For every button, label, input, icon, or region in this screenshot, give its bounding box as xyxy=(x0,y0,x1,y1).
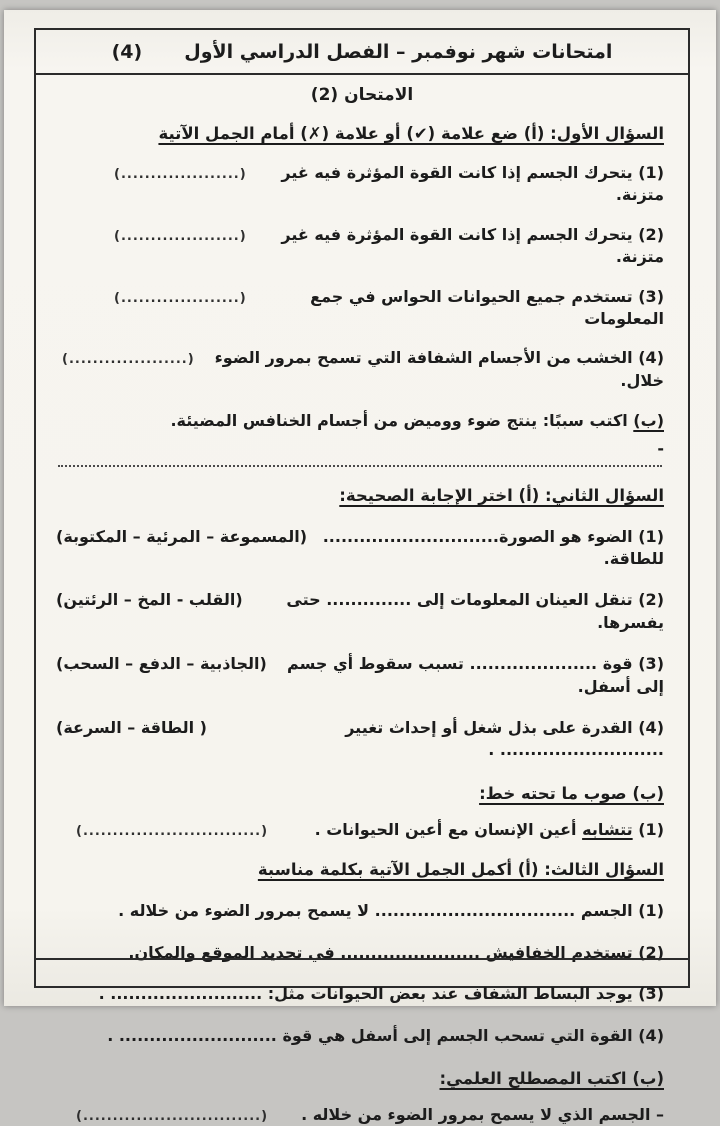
q2-item-4-options: ( الطاقة – السرعة) xyxy=(56,718,207,738)
q1-item-3-answer-blank: (....................) xyxy=(114,290,247,306)
q1-item-2-answer-blank: (....................) xyxy=(114,228,247,244)
exam-body xyxy=(36,122,688,1126)
q3-part-b-dash: – xyxy=(656,1105,664,1125)
q2-item-4-text: (4) القدرة على بذل شغل أو إحداث تغيير ........................... . xyxy=(345,718,664,760)
q1-item-2 xyxy=(56,224,664,269)
q2-item-2-text: (2) تنقل العينان المعلومات إلى .............. حتى يفسرها. xyxy=(286,590,664,632)
q1-item-3-text: (3) تستخدم جميع الحيوانات الحواس في جمع المعلومات xyxy=(310,286,664,329)
q2-part-b-item-rest: أعين الإنسان مع أعين الحيوانات . xyxy=(314,819,583,839)
q1-item-3 xyxy=(56,286,664,331)
q2-part-b-item-text xyxy=(315,819,664,841)
q2-header xyxy=(56,484,664,507)
q1-item-1-text: (1) يتحرك الجسم إذا كانت القوة المؤثرة فيه غير متزنة. xyxy=(281,163,664,205)
q2-part-b-header-text: (ب) صوب ما تحته خط: xyxy=(479,783,664,803)
q2-header-text: السؤال الثاني: (أ) اختر الإجابة الصحيحة: xyxy=(339,485,664,505)
q1-item-2-text: (2) يتحرك الجسم إذا كانت القوة المؤثرة فيه غير متزنة. xyxy=(281,224,664,267)
page-border-frame xyxy=(34,28,690,1125)
q2-item-4 xyxy=(56,717,664,762)
q1-header-text: السؤال الأول: (أ) ضع علامة (✔) أو علامة (✗) أمام الجمل الآتية xyxy=(158,124,664,143)
q2-item-3 xyxy=(56,653,664,698)
q3-part-b-header-text: (ب) اكتب المصطلح العلمي: xyxy=(439,1068,664,1088)
q2-item-1-options: (المسموعة – المرئية – المكتوبة) xyxy=(56,526,308,546)
footer-rule xyxy=(35,958,689,960)
q3-part-b-item xyxy=(56,1104,664,1126)
q1-header xyxy=(56,122,664,145)
q3-item-1: (1) الجسم ................................. لا يسمح بمرور الضوء من خلاله . xyxy=(118,901,664,921)
q3-part-b-header xyxy=(56,1067,664,1090)
q3-part-b-answer-blank: (..............................) xyxy=(76,1109,269,1125)
q1-part-b-label: (ب) xyxy=(633,411,664,431)
q3-item-2: (2) تستخدم الخفافيش ....................... في تحديد الموقع والمكان. xyxy=(128,942,664,962)
q3-part-b-text: الجسم الذي لا يسمح بمرور الضوء من خلاله . xyxy=(301,1105,651,1125)
q2-part-b-header xyxy=(56,782,664,805)
q2-item-1 xyxy=(56,526,664,571)
q1-item-4-text: (4) الخشب من الأجسام الشفافة التي تسمح بمرور الضوء خلال. xyxy=(214,348,664,390)
q1-item-4-answer-blank: (....................) xyxy=(62,352,195,368)
q2-part-b-item xyxy=(56,819,664,841)
q3-part-b-item-text xyxy=(301,1104,664,1126)
q2-part-b-underlined-word: تتشابه xyxy=(582,819,633,839)
q2-item-1-text: (1) الضوء هو الصورة............................. للطاقة. xyxy=(322,526,664,569)
scanned-exam-paper xyxy=(4,10,716,1125)
document-title-number: (4) xyxy=(111,41,143,63)
q3-item-4: (4) القوة التي تسحب الجسم إلى أسفل هي قوة .......................... . xyxy=(107,1025,664,1045)
q1-item-4 xyxy=(56,347,664,392)
q2-item-3-text: (3) قوة ..................... تسبب سقوط أي جسم إلى أسفل. xyxy=(287,654,664,696)
q2-part-b-item-number: (1) xyxy=(632,819,664,839)
q3-header-text: السؤال الثالث: (أ) أكمل الجمل الآتية بكلمة مناسبة xyxy=(257,860,664,880)
q1-answer-dash: - xyxy=(657,438,664,458)
q2-item-3-options: (الجاذبية – الدفع – السحب) xyxy=(56,654,267,674)
q3-header xyxy=(56,858,664,881)
q1-part-b-text: اكتب سببًا: ينتج ضوء ووميض من أجسام الخنافس المضيئة. xyxy=(170,411,634,431)
exam-number-line: الامتحان (2) xyxy=(310,85,414,105)
q2-item-2-options: (القلب - المخ – الرئتين) xyxy=(56,590,243,610)
q1-item-1-answer-blank: (....................) xyxy=(114,167,247,183)
q3-item-3: (3) يوجد البساط الشفاف عند بعض الحيوانات مثل: ......................... . xyxy=(98,984,664,1004)
q2-item-2 xyxy=(56,589,664,634)
document-title-text: امتحانات شهر نوفمبر – الفصل الدراسي الأول xyxy=(184,41,613,63)
q1-answer-dotted-line xyxy=(58,461,662,467)
q2-part-b-answer-blank: (..............................) xyxy=(76,823,269,839)
q1-part-b xyxy=(56,410,664,432)
q1-item-1 xyxy=(56,162,664,207)
document-title xyxy=(36,30,688,75)
